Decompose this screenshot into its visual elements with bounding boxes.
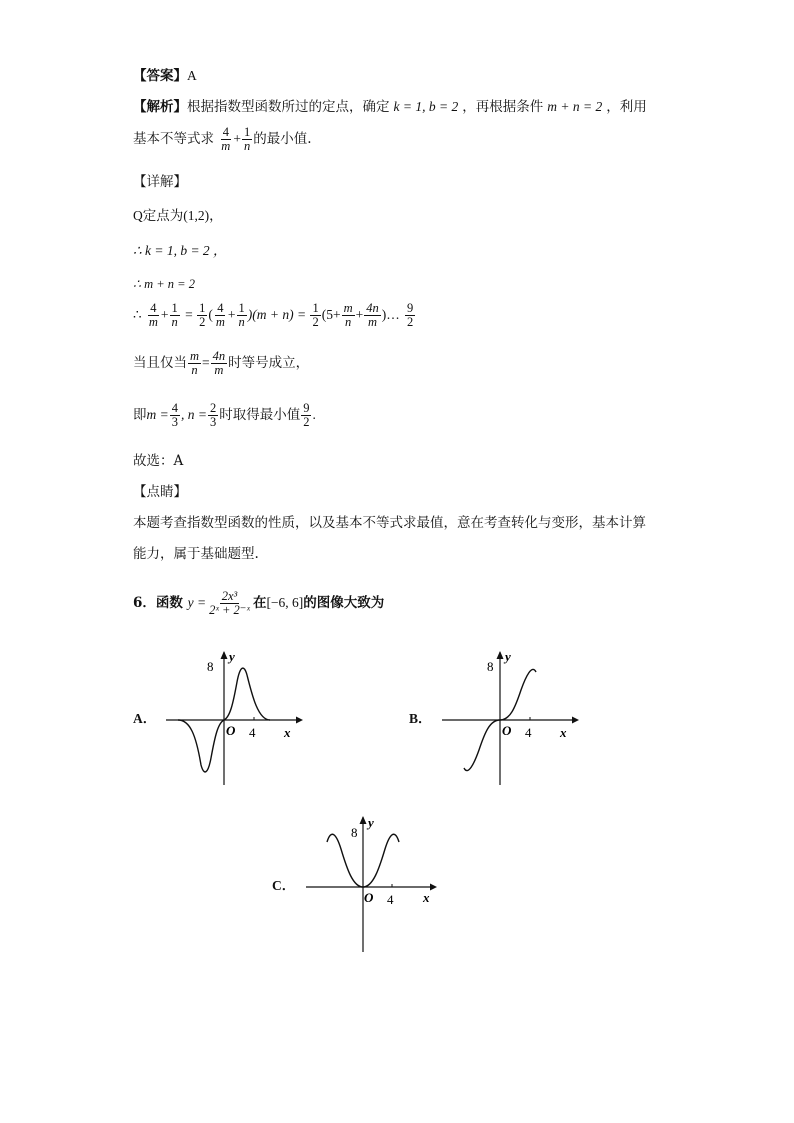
y-tick-label: 8 <box>207 659 214 674</box>
fraction <box>405 302 415 329</box>
paren: ( <box>208 307 213 322</box>
origin-label: O <box>226 723 236 738</box>
origin-label: O <box>502 723 512 738</box>
frac-den: 3 <box>209 415 217 429</box>
fraction <box>188 350 201 377</box>
analysis-text: ，再根据条件 <box>462 99 544 115</box>
y-axis-label: y <box>368 815 374 830</box>
origin-label: O <box>364 890 374 905</box>
detail-expr: (5+ <box>321 307 341 322</box>
question-text: 的图像大致为 <box>303 595 385 611</box>
comment-line-1: 本题考查指数型函数的性质，以及基本不等式求最值，意在考查转化与变形，基本计算 <box>133 515 646 531</box>
x-axis-arrow-icon <box>572 717 579 724</box>
fraction <box>242 126 252 153</box>
y-axis-label: y <box>505 649 511 664</box>
period: . <box>312 407 316 422</box>
detail-line-4 <box>133 302 416 329</box>
detail-label: 【详解】 <box>133 174 187 190</box>
y-axis-arrow-icon <box>360 816 367 824</box>
detail-line-2: ∴ k = 1, b = 2 ， <box>133 243 227 258</box>
plus-sign: + <box>233 131 241 146</box>
detail-expr: )(m + n) = <box>247 307 310 322</box>
fraction <box>214 302 227 329</box>
analysis-k-eq: k = 1, b = 2 <box>393 99 459 114</box>
x-axis-arrow-icon <box>430 884 437 891</box>
frac-den: m <box>221 139 231 153</box>
frac-den: 2 <box>199 315 206 329</box>
frac-num: 1 <box>243 125 251 139</box>
comment-label: 【点睛】 <box>133 484 187 500</box>
equals: = <box>202 355 210 370</box>
y-axis-arrow-icon <box>497 651 504 659</box>
frac-num: 9 <box>407 301 414 315</box>
detail-text: 时取得最小值 <box>219 407 301 423</box>
plus-sign: + <box>355 307 364 322</box>
option-c-label[interactable]: C． <box>272 878 296 893</box>
fraction <box>301 402 311 429</box>
x-tick-label: 4 <box>249 725 256 740</box>
y-axis-label: y <box>229 649 235 664</box>
question-number: 6． <box>133 595 156 611</box>
detail-line-6 <box>133 402 316 429</box>
frac-den: n <box>243 139 251 153</box>
detail-line-1 <box>133 207 223 225</box>
fraction <box>237 302 247 329</box>
frac-den: n <box>344 315 352 329</box>
frac-num: m <box>343 301 353 315</box>
fraction <box>147 302 160 329</box>
question-line <box>133 590 384 617</box>
option-b-label[interactable]: B． <box>409 711 432 726</box>
frac-num: 4 <box>222 125 229 139</box>
frac-num: 4n <box>212 349 226 363</box>
analysis-line-2 <box>133 126 312 153</box>
option-b-graph[interactable] <box>436 640 586 790</box>
analysis-condition: m + n = 2 <box>547 99 603 114</box>
analysis-line-1 <box>133 98 647 116</box>
detail-expr: , n = <box>180 407 207 422</box>
analysis-text: 基本不等式求 <box>133 131 214 147</box>
fraction <box>208 402 218 429</box>
frac-den: 2ˣ + 2⁻ˣ <box>209 603 250 617</box>
option-a-label[interactable]: A． <box>133 711 157 726</box>
point: (1,2) <box>183 208 210 223</box>
therefore-symbol: ∴ <box>133 307 142 322</box>
choice-line: 故选：A <box>133 453 184 469</box>
equals: = <box>185 307 197 322</box>
y-tick-label: 8 <box>487 659 494 674</box>
fraction <box>170 302 180 329</box>
fraction <box>219 126 232 153</box>
frac-den: 2 <box>312 315 319 329</box>
fraction <box>197 302 207 329</box>
detail-expr: )… <box>381 307 400 322</box>
analysis-text: 根据指数型函数所过的定点，确定 <box>187 99 390 115</box>
x-tick-label: 4 <box>387 892 394 907</box>
frac-den: n <box>191 363 198 377</box>
x-axis-label: x <box>284 725 291 740</box>
comment-line-2: 能力，属于基础题型. <box>133 546 259 562</box>
frac-num: 1 <box>238 301 245 315</box>
frac-den: 3 <box>171 415 178 429</box>
x-axis-label: x <box>560 725 567 740</box>
detail-expr: m = <box>146 407 169 422</box>
because-symbol: Q <box>133 208 143 223</box>
fraction <box>342 302 355 329</box>
analysis-text: ，利用 <box>606 99 647 115</box>
y-axis-arrow-icon <box>221 651 228 659</box>
detail-text: 定点为 <box>142 208 184 224</box>
frac-den: m <box>367 315 377 329</box>
frac-num: 1 <box>171 301 178 315</box>
frac-num: 2x³ <box>221 589 238 603</box>
frac-num: 1 <box>312 301 319 315</box>
frac-num: m <box>190 349 200 363</box>
x-axis-arrow-icon <box>296 717 303 724</box>
frac-den: n <box>238 315 245 329</box>
answer-line <box>133 67 197 85</box>
detail-line-5 <box>133 350 309 377</box>
plus-sign: + <box>227 307 236 322</box>
interval: [−6, 6] <box>266 595 304 610</box>
fraction <box>211 350 228 377</box>
frac-num: 2 <box>209 401 217 415</box>
frac-num: 4n <box>366 301 379 315</box>
option-c-graph[interactable] <box>300 807 450 957</box>
frac-num: 9 <box>303 401 310 415</box>
frac-den: m <box>148 315 158 329</box>
answer-value: A <box>187 68 197 83</box>
detail-text: ， <box>209 208 223 224</box>
analysis-label: 【解析】 <box>133 99 187 115</box>
frac-num: 1 <box>199 301 206 315</box>
detail-text: 即 <box>133 407 147 423</box>
frac-den: n <box>171 315 178 329</box>
plus-sign: + <box>160 307 169 322</box>
detail-line-3: ∴ m + n = 2 <box>133 277 195 291</box>
y-tick-label: 8 <box>351 825 358 840</box>
frac-num: 4 <box>171 401 178 415</box>
analysis-text: 的最小值. <box>253 131 312 147</box>
x-tick-label: 4 <box>525 725 532 740</box>
frac-num: 4 <box>217 301 224 315</box>
fraction <box>207 590 252 617</box>
question-text: 在 <box>252 595 267 611</box>
fraction <box>364 302 381 329</box>
question-text: 函数 <box>155 595 183 611</box>
detail-text: 当且仅当 <box>133 355 187 371</box>
frac-den: 2 <box>303 415 310 429</box>
frac-den: m <box>215 315 225 329</box>
fraction <box>170 402 180 429</box>
frac-den: 2 <box>407 315 414 329</box>
answer-label: 【答案】 <box>133 68 187 84</box>
frac-den: m <box>214 363 224 377</box>
question-expr: y = <box>187 595 207 610</box>
x-axis-label: x <box>423 890 430 905</box>
option-a-graph[interactable] <box>160 640 310 790</box>
fraction <box>310 302 320 329</box>
frac-num: 4 <box>150 301 157 315</box>
detail-text: 时等号成立， <box>228 355 310 371</box>
